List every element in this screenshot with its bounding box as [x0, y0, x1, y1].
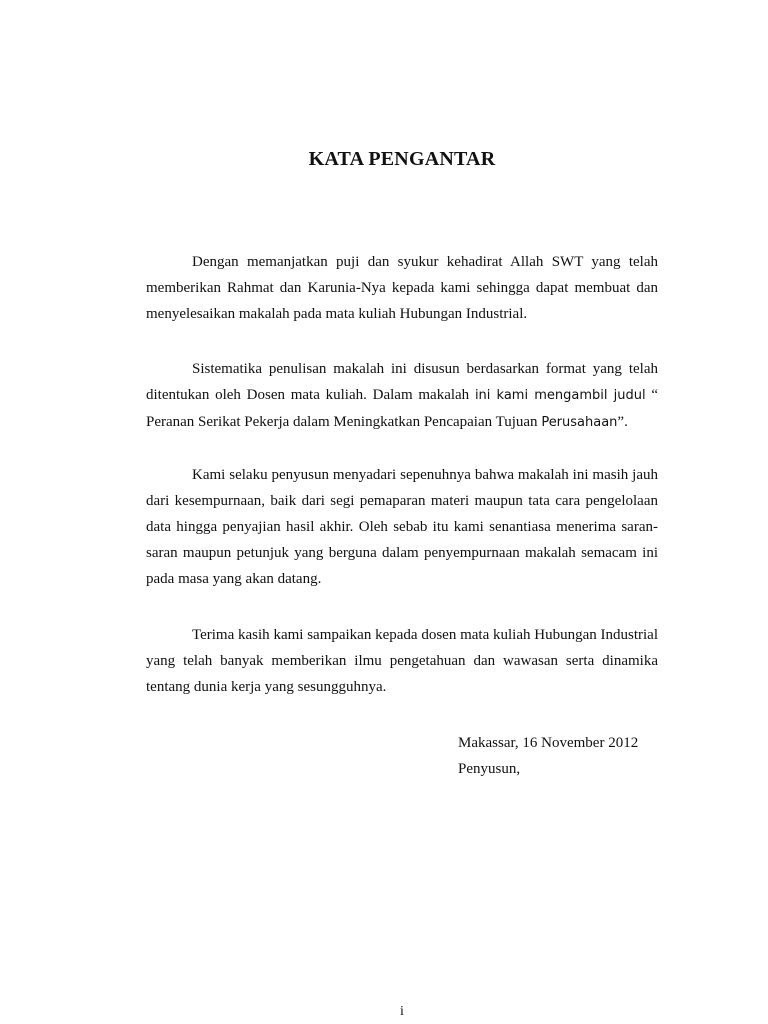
- signature-block: [458, 730, 638, 782]
- paragraph-thanks: Terima kasih kami sampaikan kepada dosen mata kuliah Hubungan Industrial yang telah banyak memberikan ilmu pengetahuan dan wawasan serta dinamika tentang dunia kerja yang sesungguhnya.: [146, 627, 658, 695]
- paragraph-opening: Dengan memanjatkan puji dan syukur kehadirat Allah SWT yang telah memberikan Rahmat dan Karunia-Nya kepada kami sehingga dapat membuat dan menyelesaikan makalah pada mata kuliah Hubungan Industrial.: [146, 254, 658, 322]
- paragraph-systematics-text-5: ”.: [617, 414, 628, 430]
- page-title: KATA PENGANTAR: [308, 148, 496, 170]
- page-number: i: [400, 1004, 404, 1019]
- paragraph-systematics-text-2: ini kami mengambil judul: [474, 388, 646, 403]
- signature-place-date: Makassar, 16 November 2012: [458, 735, 639, 751]
- paragraph-systematics-text-3: “ Peranan Serikat Pekerja dalam Meningkatkan Pencapaian Tujuan: [146, 387, 658, 430]
- paragraph-acknowledgment: Kami selaku penyusun menyadari sepenuhnya bahwa makalah ini masih jauh dari kesempurnaan, baik dari segi pemaparan materi maupun tata cara pengelolaan data hingga penyajian hasil akhir. Oleh sebab itu kami senantiasa menerima saran-saran maupun petunjuk yang berguna dalam penyempurnaan makalah semacam ini pada masa yang akan datang.: [146, 467, 658, 587]
- paragraph-systematics-text-1: Sistematika penulisan makalah ini disusun berdasarkan format yang telah ditentukan oleh Dosen mata kuliah. Dalam makalah: [146, 361, 658, 403]
- paragraph-systematics-text-4: Perusahaan: [541, 415, 618, 430]
- paragraph-systematics: [146, 356, 658, 436]
- signature-author-label: Penyusun,: [458, 761, 521, 777]
